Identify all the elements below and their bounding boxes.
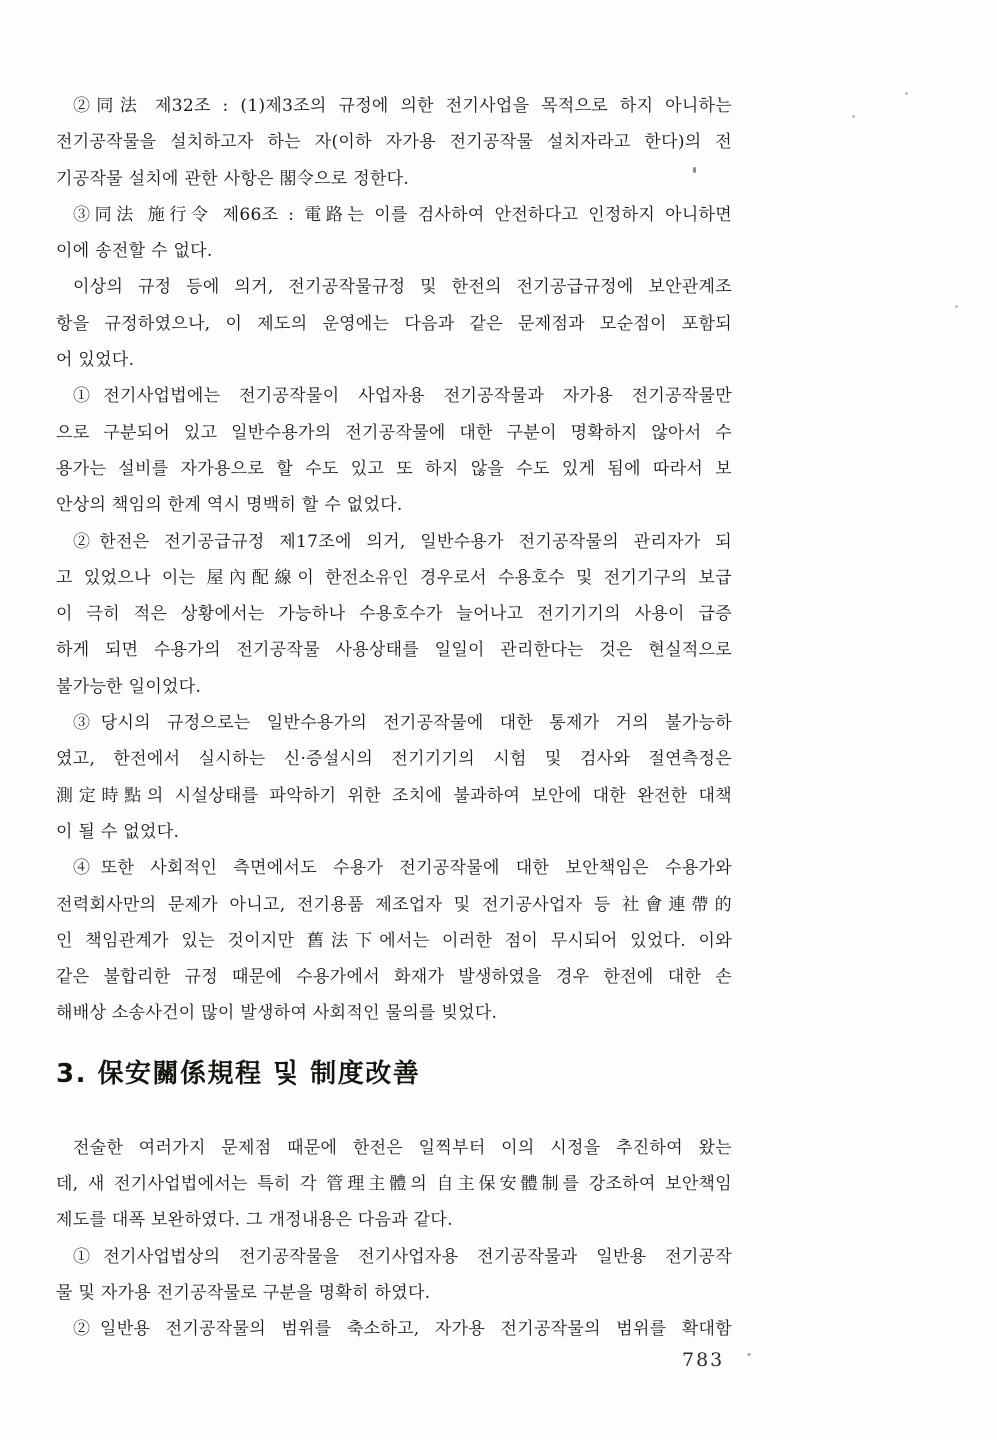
paragraph bbox=[56, 1239, 732, 1312]
text-line: 전술한 여러가지 문제점 때문에 한전은 일찍부터 이의 시정을 추진하여 왔는 bbox=[73, 1137, 732, 1158]
text-line: 이 극히 적은 상황에서는 가능하나 수용호수가 늘어나고 전기기기의 사용이 급증 bbox=[56, 604, 732, 625]
text-line: ①전기사업법상의 전기공작물을 전기사업자용 전기공작물과 일반용 전기공작 bbox=[73, 1246, 732, 1267]
scan-speck bbox=[693, 167, 696, 173]
paragraph bbox=[56, 850, 732, 1031]
text-column bbox=[56, 88, 732, 1348]
text-line: ③同法 施行令 제66조 : 電路는 이를 검사하여 안전하다고 인정하지 아니하면 bbox=[73, 204, 732, 225]
text-line: 전력회사만의 문제가 아니고, 전기용품 제조업자 및 전기공사업자 등 社會連帶的 bbox=[56, 894, 732, 915]
section-heading: 3. 保安關係規程 및 制度改善 bbox=[56, 1058, 421, 1089]
text-line: ②한전은 전기공급규정 제17조에 의거, 일반수용가 전기공작물의 관리자가 되 bbox=[73, 531, 732, 552]
text-line: 제도를 대폭 보완하였다. 그 개정내용은 다음과 같다. bbox=[56, 1210, 453, 1231]
text-line: 불가능한 일이었다. bbox=[56, 676, 202, 697]
text-line: 이상의 규정 등에 의거, 전기공작물규정 및 한전의 전기공급규정에 보안관계조 bbox=[73, 277, 732, 298]
paragraph bbox=[56, 1130, 732, 1239]
text-line: 測定時點의 시설상태를 파악하기 위한 조치에 불과하여 보안에 대한 완전한 대책 bbox=[56, 785, 732, 806]
text-line: 였고, 한전에서 실시하는 신·증설시의 전기기기의 시험 및 검사와 절연측정은 bbox=[56, 749, 732, 770]
text-line: 항을 규정하였으나, 이 제도의 운영에는 다음과 같은 문제점과 모순점이 포함되 bbox=[56, 313, 732, 334]
text-line: 이 될 수 없었다. bbox=[56, 821, 180, 842]
paragraph bbox=[56, 269, 732, 378]
text-line: 어 있었다. bbox=[56, 350, 135, 371]
scan-speck bbox=[747, 1353, 751, 1356]
text-line: ③당시의 규정으로는 일반수용가의 전기공작물에 대한 통제가 거의 불가능하 bbox=[73, 713, 732, 734]
scan-speck bbox=[852, 115, 855, 118]
scan-speck bbox=[905, 92, 908, 95]
paragraph bbox=[56, 1311, 732, 1347]
text-line: 하게 되면 수용가의 전기공작물 사용상태를 일일이 관리한다는 것은 현실적으로 bbox=[56, 640, 732, 661]
paragraph bbox=[56, 705, 732, 850]
text-line: 으로 구분되어 있고 일반수용가의 전기공작물에 대한 구분이 명확하지 않아서 수 bbox=[56, 422, 732, 443]
text-line: ②일반용 전기공작물의 범위를 축소하고, 자가용 전기공작물의 범위를 확대함 bbox=[73, 1319, 732, 1340]
text-line: ①전기사업법에는 전기공작물이 사업자용 전기공작물과 자가용 전기공작물만 bbox=[73, 386, 732, 407]
text-line: 안상의 책임의 한계 역시 명백히 할 수 없었다. bbox=[56, 495, 403, 516]
scan-speck bbox=[955, 305, 958, 308]
text-line: 데, 새 전기사업법에서는 특히 각 管理主體의 自主保安體制를 강조하여 보안책임 bbox=[56, 1174, 732, 1195]
paragraph bbox=[56, 378, 732, 523]
text-line: 용가는 설비를 자가용으로 할 수도 있고 또 하지 않을 수도 있게 됨에 따라서 보 bbox=[56, 458, 732, 479]
text-line: ④또한 사회적인 측면에서도 수용가 전기공작물에 대한 보안책임은 수용가와 bbox=[73, 858, 732, 879]
paragraph bbox=[56, 524, 732, 705]
text-line: 기공작물 설치에 관한 사항은 閣令으로 정한다. bbox=[56, 168, 410, 189]
text-line: 같은 불합리한 규정 때문에 수용가에서 화재가 발생하였을 경우 한전에 대한 손 bbox=[56, 967, 732, 988]
text-line: 해배상 소송사건이 많이 발생하여 사회적인 물의를 빚었다. bbox=[56, 1003, 498, 1024]
text-line: ②同法 제32조 : (1)제3조의 규정에 의한 전기사업을 목적으로 하지 아니하는 bbox=[73, 96, 732, 116]
paragraph bbox=[56, 88, 732, 197]
text-line: 전기공작물을 설치하고자 하는 자(이하 자가용 전기공작물 설치자라고 한다)의 전 bbox=[56, 132, 732, 153]
paragraph bbox=[56, 197, 732, 270]
text-line: 물 및 자가용 전기공작물로 구분을 명확히 하였다. bbox=[56, 1282, 431, 1303]
text-line: 인 책임관계가 있는 것이지만 舊法下에서는 이러한 점이 무시되어 있었다. 이와 bbox=[56, 930, 732, 951]
text-line: 고 있었으나 이는 屋內配線이 한전소유인 경우로서 수용호수 및 전기기구의 보급 bbox=[56, 567, 732, 588]
page-number: 783 bbox=[682, 1349, 725, 1371]
text-line: 이에 송전할 수 없다. bbox=[56, 241, 213, 262]
